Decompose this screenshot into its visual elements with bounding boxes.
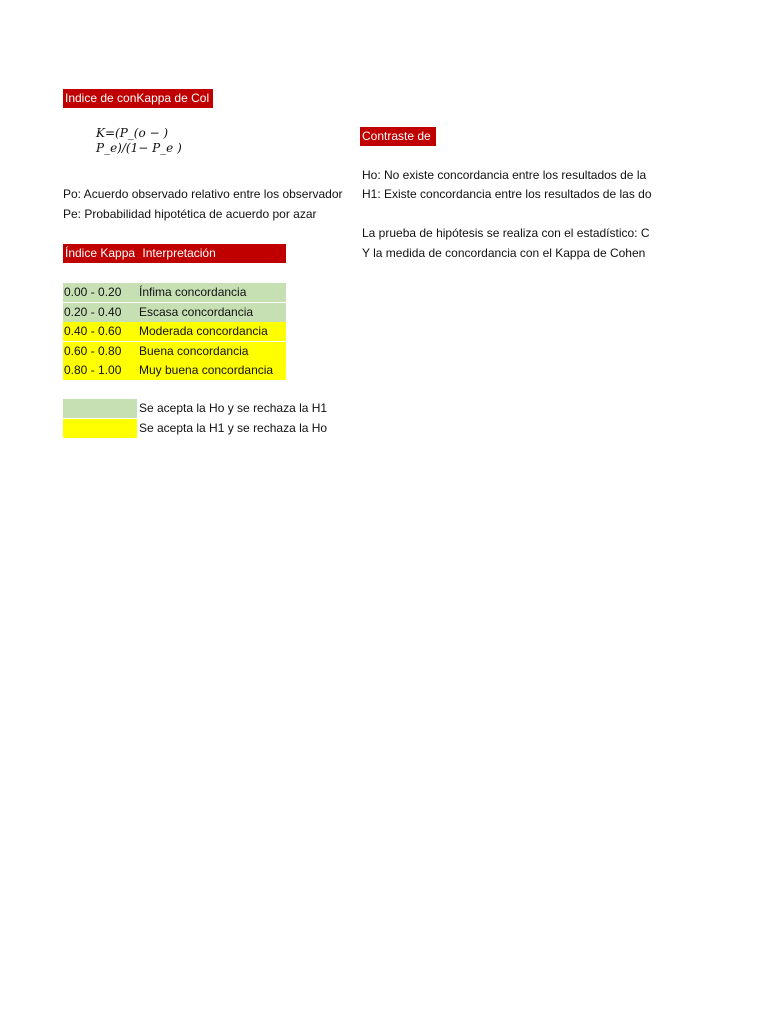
kappa-measure-text: Y la medida de concordancia con el Kappa de Cohen: [362, 246, 646, 260]
kappa-interpretation: Ínfima concordancia: [137, 283, 286, 302]
header-interpretation: Interpretación: [142, 246, 216, 260]
kappa-range: 0.80 - 1.00: [63, 361, 137, 380]
ho-hypothesis: Ho: No existe concordancia entre los resultados de la: [362, 168, 647, 182]
kappa-range: 0.60 - 0.80: [63, 342, 137, 361]
formula-line-1: K=(P_(o − ): [96, 126, 169, 140]
kappa-range: 0.00 - 0.20: [63, 283, 137, 302]
kappa-interpretation: Buena concordancia: [137, 342, 286, 361]
kappa-interpretation: Muy buena concordancia: [137, 361, 286, 380]
test-statistic-text: La prueba de hipótesis se realiza con el estadístico: C: [362, 226, 650, 240]
kappa-interpretation: Moderada concordancia: [137, 322, 286, 341]
legend-swatch: [63, 399, 137, 418]
kappa-range: 0.40 - 0.60: [63, 322, 137, 341]
pe-description: Pe: Probabilidad hipotética de acuerdo por azar: [63, 207, 317, 221]
kappa-table-header: [63, 244, 286, 263]
legend-text: Se acepta la Ho y se rechaza la H1: [139, 401, 328, 415]
h1-hypothesis: H1: Existe concordancia entre los resultados de las do: [362, 187, 652, 201]
po-description: Po: Acuerdo observado relativo entre los observador: [63, 187, 343, 201]
formula-line-2: P_e)/(1− P_e ): [96, 141, 182, 155]
header-kappa-index: Índice Kappa: [65, 246, 136, 260]
contrast-title: Contraste de: [360, 127, 436, 146]
kappa-interpretation: Escasa concordancia: [137, 303, 286, 322]
kappa-range: 0.20 - 0.40: [63, 303, 137, 322]
kappa-formula: [96, 126, 182, 156]
kappa-title: Indice de conKappa de Col: [63, 89, 213, 108]
legend-swatch: [63, 419, 137, 438]
legend-text: Se acepta la H1 y se rechaza la Ho: [139, 421, 328, 435]
